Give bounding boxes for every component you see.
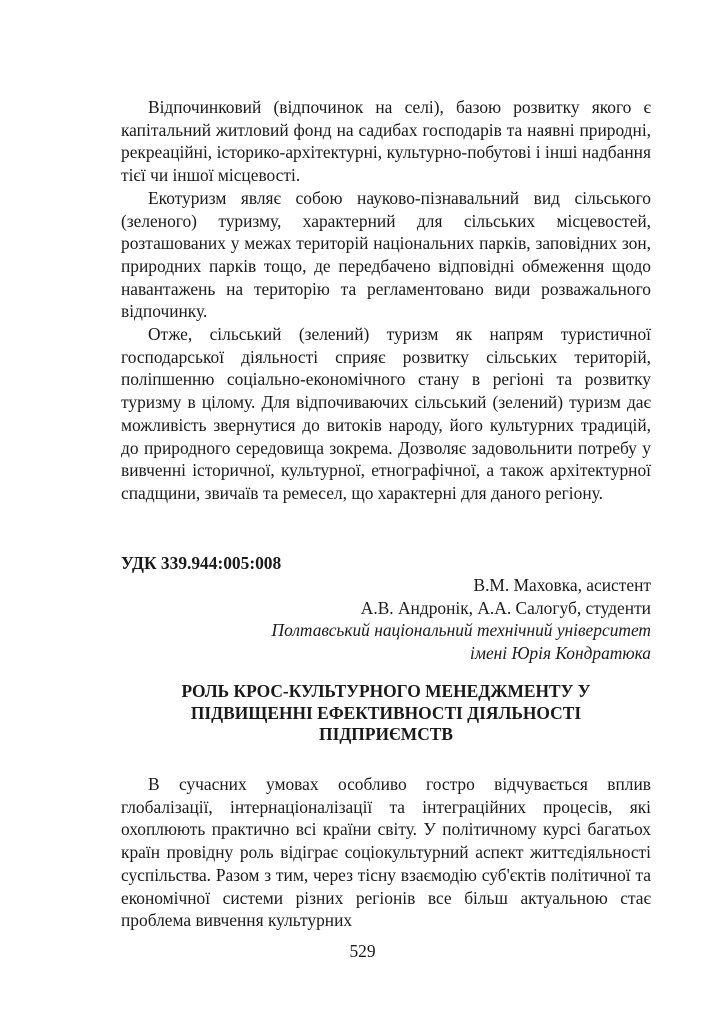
authors-block — [121, 574, 651, 664]
paragraph-conclusion: Отже, сільський (зелений) туризм як напрям туристичної господарської діяльності сприяє розвитку сільських територій, поліпшенню соціально-економічного стану в регіоні та розвитку туризму в цілому. Для відпочиваючих сільський (зелений) туризм дає можливість звернутися до витоків народу, його культурних традицій, до природного середовища зокрема. Дозволяє задовольнити потребу у вивченні історичної, культурної, етнографічної, а також архітектурної спадщини, звичаїв та ремесел, що характерні для даного регіону. — [121, 324, 651, 503]
title-line-1: РОЛЬ КРОС-КУЛЬТУРНОГО МЕНЕДЖМЕНТУ У — [181, 681, 591, 701]
affiliation-line-1: Полтавський національний технічний університет — [271, 620, 651, 640]
author-line-1: В.М. Маховка, асистент — [473, 575, 651, 595]
body-paragraph: В сучасних умовах особливо гостро відчувається вплив глобалізації, інтернаціоналізації та інтеграційних процесів, які охоплюють практично всі країни світу. У політичному курсі багатьох країн провідну роль відіграє соціокультурний аспект життєдіяльності суспільства. Разом з тим, через тісну взаємодію суб'єктів політичної та економічної системи різних регіонів все більш актуальною стає проблема вивчення культурних — [121, 774, 651, 931]
udc-code: УДК 339.944:005:008 — [121, 553, 282, 573]
document-page — [121, 96, 651, 931]
affiliation-line-2: імені Юрія Кондратюка — [470, 642, 651, 663]
page-number: 529 — [349, 941, 376, 961]
author-line-2: А.В. Андронік, А.А. Салогуб, студенти — [360, 597, 651, 618]
article-title — [121, 681, 651, 746]
paragraph-rural-leisure: Відпочинковий (відпочинок на селі), базою розвитку якого є капітальний житловий фонд на садибах господарів та наявні природні, рекреаційні, історико-архітектурні, культурно-побутові і інші надбання тієї чи іншої місцевості. — [121, 97, 651, 186]
article-body — [121, 773, 651, 932]
paragraph-ecotourism: Екотуризм являє собою науково-пізнавальний вид сільського (зеленого) туризму, характерний для сільських місцевостей, розташованих у межах територій національних парків, заповідних зон, природних парків тощо, де передбачено відповідні обмеження щодо навантажень на територію та регламентовано види розважального відпочинку. — [121, 187, 651, 322]
title-line-3: ПІДПРИЄМСТВ — [319, 724, 453, 744]
title-line-2: ПІДВИЩЕННІ ЕФЕКТИВНОСТІ ДІЯЛЬНОСТІ — [190, 702, 582, 723]
